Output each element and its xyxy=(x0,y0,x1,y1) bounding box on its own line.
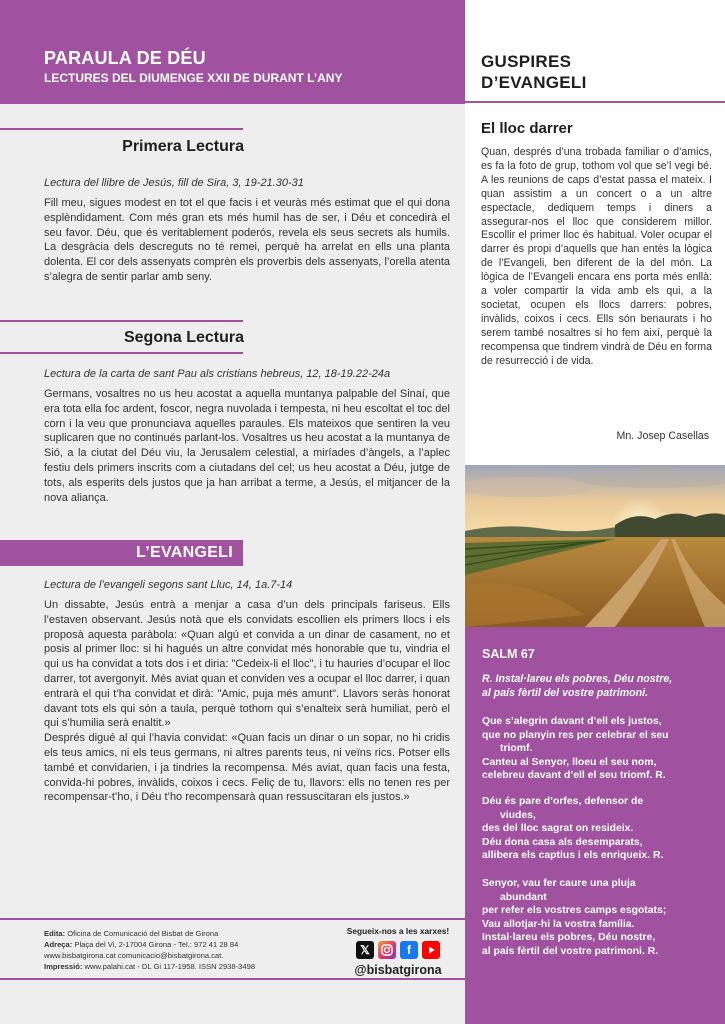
segona-lectura-heading: Segona Lectura xyxy=(123,329,244,346)
evangeli-header xyxy=(0,540,243,566)
social-icons xyxy=(343,941,453,959)
footer-info xyxy=(44,928,344,972)
salm-stanza-3: Senyor, vau fer caure una pluja abundant per refer els vostres camps esgotats; Vau allotjar-hi la vostra família. Instal·lareu els pobres, Déu nostre, al país fèrtil del vostre patrimoni. R. xyxy=(482,878,667,957)
primera-lectura-heading: Primera Lectura xyxy=(122,138,244,155)
footer-rule-top xyxy=(0,918,465,920)
facebook-icon[interactable]: f xyxy=(400,941,418,959)
guspires-title: GUSPIRES D’EVANGELI xyxy=(481,52,587,92)
primera-lectura-reference: Lectura del llibre de Jesús, fill de Sira, 3, 19-21.30-31 xyxy=(44,177,304,189)
article-text: Quan, després d’una trobada familiar o d’amics, es fa la foto de grup, tothom vol que se’l vegi bé. A les reunions de caps d’estat passa el mateix. I quan assistim a un concert o a un altre espectacle, dediquem temps i diners a assegurar-nos el lloc que considerem millor. Escollir el primer lloc és habitual. Voler ocupar el darrer és propi d’aquells que han entès la lògica de l’Evangeli, ben diferent de la del món. La lògica de l’Evangeli encara ens porta més enllà: a voler compartir la vida amb els qui, a la societat, ocupen els llocs darrers: pobres, invàlids, coixos i cecs. Ells són benaurats i ho serem també nosaltres si ho fem així, perquè la recompensa que tindrem vindrà de Déu en forma de resurrecció i de vida. xyxy=(481,146,712,367)
header-banner xyxy=(0,0,465,104)
x-icon[interactable]: 𝕏 xyxy=(356,941,374,959)
salm-title: SALM 67 xyxy=(482,647,535,661)
landscape-photo xyxy=(465,465,725,627)
page-title: PARAULA DE DÉU xyxy=(44,48,206,68)
footer-impressio: Impressió: www.palahi.cat - DL Gi 117-1958. ISSN 2938-3498 xyxy=(44,962,256,971)
segona-lectura-text: Germans, vosaltres no us heu acostat a aquella muntanya palpable del Sinaí, que era tota ella foc ardent, foscor, negra nuvolada i tempesta, ni heu escoltat el toc del corn i la veu que pronunciava aquelles paraules. Els mateixos que sentiren la veu suplicaren que no continués parlant-los. Vosaltres us heu acostat a la muntanya de Sió, a la ciutat del Déu viu, la Jerusalem celestial, a miríades d’àngels, a l’aplec festiu dels primers inscrits com a ciutadans del cel; us heu acostat a Déu, jutge de tots, als esperits dels justos que ja han arribat a terme, a Jesús, el mitjancer de la nova aliança. xyxy=(44,388,450,504)
social-handle[interactable]: @bisbatgirona xyxy=(354,963,442,977)
evangeli-reference: Lectura de l’evangeli segons sant Lluc, 14, 1a.7-14 xyxy=(44,579,293,591)
article-title: El lloc darrer xyxy=(481,120,573,137)
salm-stanza-1: Que s’alegrin davant d’ell els justos, que no planyin res per celebrar el seu triomf. Canteu al Senyor, lloeu el seu nom, celebreu davant d’ell el seu triomf. R. xyxy=(482,716,669,782)
evangeli-heading: L’EVANGELI xyxy=(136,544,233,561)
evangeli-text: Un dissabte, Jesús entrà a menjar a casa d’un dels principals fariseus. Ells l’estaven observant. Jesús notà que els convidats escollien els primers llocs i els proposà aquesta paràbola: «Quan algú et convida a un dinar de casament, no et posis al primer lloc: si hi hagués un altre convidat més honorable que tu, vindria el qui us ha convidat a tots dos i et diria: "Cedeix-li el lloc", i tu hauries d’ocupar el lloc darrer, tot avergonyit. Més aviat quan et conviden ves a ocupar el lloc darrer, i quan entrarà el qui t’ha convidat et dirà: "Amic, puja més amunt". Llavors seràs honorat davant tots els qui són a taula, perquè tothom qui s’enalteix serà humiliat, però el qui s’humilia serà enaltit.» Després digué al qui l’havia convidat: «Quan facis un dinar o un sopar, no hi cridis els teus amics, ni els teus germans, ni altres parents teus, ni veïns rics. Potser ells també et convidarien, i ja tindries la recompensa. Més aviat, quan facis una festa, convida-hi pobres, invàlids, coixos i cecs. Feliç de tu, llavors: ells no tenen res per recompensar-t’ho, i Déu t’ho recompensarà quan ressuscitaran els justos.» xyxy=(44,599,451,804)
segona-lectura-reference: Lectura de la carta de sant Pau als cristians hebreus, 12, 18-19.22-24a xyxy=(44,368,391,380)
article-author: Mn. Josep Casellas xyxy=(616,430,709,442)
salm-panel xyxy=(465,627,725,1024)
guspires-column xyxy=(465,0,725,1024)
social-block xyxy=(343,926,453,977)
section-rule xyxy=(0,320,243,322)
footer-edita: Edita: Oficina de Comunicació del Bisbat de Girona xyxy=(44,929,219,938)
salm-response: R. Instal·lareu els pobres, Déu nostre, al país fèrtil del vostre patrimoni. xyxy=(482,673,673,699)
page-subtitle: LECTURES DEL DIUMENGE XXII DE DURANT L’ANY xyxy=(44,71,343,85)
social-title: Segueix-nos a les xarxes! xyxy=(346,926,450,936)
youtube-icon[interactable] xyxy=(422,941,440,959)
instagram-icon[interactable] xyxy=(378,941,396,959)
footer-adreca: Adreça: Plaça del Vi, 2-17004 Girona - Tel.: 972 41 28 84 xyxy=(44,940,239,949)
salm-stanza-2: Déu és pare d’orfes, defensor de viudes, des del lloc sagrat on resideix. Déu dona casa als desemparats, allibera els captius i els enriqueix. R. xyxy=(482,796,664,862)
footer-web[interactable]: www.bisbatgirona.cat comunicacio@bisbatgirona.cat. xyxy=(44,951,224,960)
footer-rule-bottom xyxy=(0,978,465,980)
section-rule xyxy=(0,352,243,354)
guspires-rule xyxy=(465,101,725,103)
primera-lectura-text: Fill meu, sigues modest en tot el que facis i et veuràs més estimat que el qui dona esplèndidament. Com més gran ets més humil has de ser, i Déu et concedirà el seu favor. Déu, que és veritablement poderós, revela els seus secrets als humils. La desgràcia dels descreguts no té remei, perquè ha arrelat en ells una planta dolenta. El cor dels assenyats comprèn els proverbis dels assenyats, l’orella atenta s’alegra de sentir parlar amb seny. xyxy=(44,197,450,283)
section-rule xyxy=(0,128,243,130)
